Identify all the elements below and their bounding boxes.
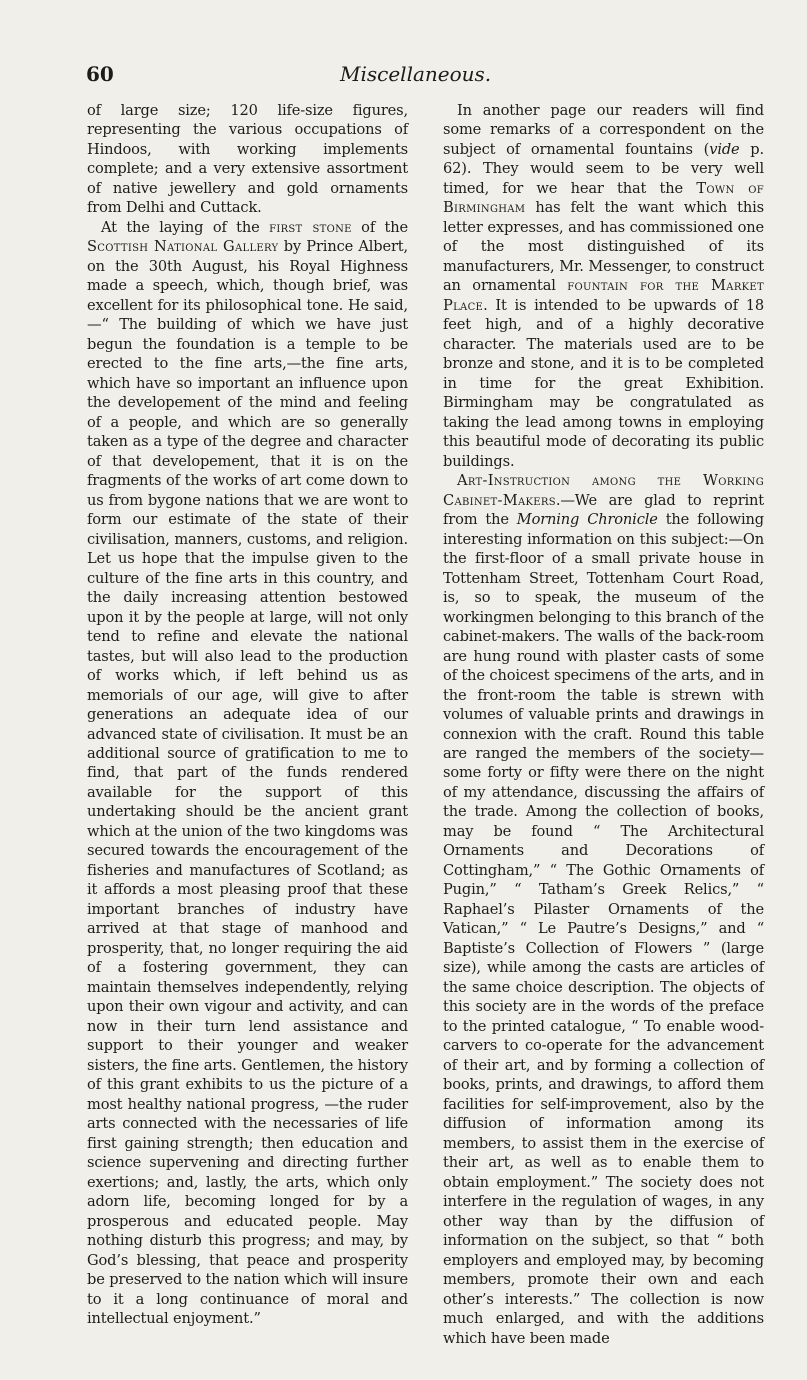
page-number: 60 <box>86 62 114 86</box>
paragraph-cabinet-makers <box>443 471 764 1348</box>
text-run: In another page our readers will find some remarks of a correspondent on the subject of ornamental fountains ( <box>443 102 764 158</box>
paragraph-scottish-gallery <box>87 218 408 1329</box>
page-header <box>0 62 807 88</box>
small-caps-run: Scottish National Gallery <box>87 238 279 256</box>
left-column <box>87 101 408 1329</box>
small-caps-run: fountain for the Market Place <box>443 277 764 314</box>
text-run: .—We are glad to reprint from the <box>443 491 764 529</box>
text-run: At the laying of the <box>101 218 270 236</box>
text-run: p. 62). They would seem to be very well timed, for we hear that the <box>443 140 764 197</box>
text-run: has felt the want which this letter expresses, and has commissioned one of the most distinguished of its manufacturers, Mr. Messenger, to construct an ornamental <box>443 199 764 295</box>
text-run: of the <box>351 218 408 236</box>
text-run: the following interesting information on this subject:—On the first-floor of a small private house in Tottenham Street, Tottenham Court Road, is, so to speak, the museum of the workingmen belonging to this branch of the cabinet-makers. The walls of the back-room are hung round with plaster casts of some of the choicest specimens of the arts, and in the front-room the table is strewn with volumes of valuable prints and drawings in connexion with the craft. Round this table are ranged the members of the society—some forty or fifty were there on the night of my attendance, discussing the affairs of the trade. Among the collection of books, may be found “ The Architectural Ornaments and Decorations of Cottingham,” “ The Gothic Ornaments of Pugin,” “ Tatham’s Greek Relics,” “ Raphael’s Pilaster Ornaments of the Vatican,” “ Le Pautre’s Designs,” and “ Baptiste’s Collection of Flowers ” (large size), while among the casts are articles of the same choice description. The objects of this society are in the words of the preface to the printed catalogue, “ To enable wood-carvers to co-operate for the advancement of their art, and by forming a collection of books, prints, and drawings, to afford them facilities for self-improvement, also by the diffusion of information among its members, to assist them in the exercise of their art, as well as to enable them to obtain employment.” The society does not interfere in the regulation of wages, in any other way than by the diffusion of information on the subject, so that “ both employers and employed may, by becoming members, promote their own and each other’s interests.” The collection is now much enlarged, and with the additions which have been made <box>443 511 764 1347</box>
italic-run: vide <box>709 140 740 158</box>
paragraph-fountains <box>443 101 764 471</box>
running-head: Miscellaneous. <box>340 62 492 86</box>
paragraph: of large size; 120 life-size figures, representing the various occupations of Hindoos, with working implements complete; and a very extensive assortment of native jewellery and gold ornaments from Delhi and Cuttack. <box>87 102 408 217</box>
small-caps-run: first stone <box>269 218 352 236</box>
italic-run: Morning Chronicle <box>516 511 658 529</box>
small-caps-run: Town of Birmingham <box>443 179 764 217</box>
small-caps-run: Art-Instruction among the Working Cabinet-Makers <box>443 472 764 509</box>
text-run: by Prince Albert, on the 30th August, his Royal Highness made a speech, which, though brief, was excellent for its philosophical tone. He said,—“ The building of which we have just begun the foundation is a temple to be erected to the fine arts,—the fine arts, which have so important an influence upon the developement of the mind and feeling of a people, and which are so generally taken as a type of the degree and character of that developement, that it is on the fragments of the works of art come down to us from bygone nations that we are wont to form our estimate of the state of their civilisation, manners, customs, and religion. Let us hope that the impulse given to the culture of the fine arts in this country, and the daily increasing attention bestowed upon it by the people at large, will not only tend to refine and elevate the national tastes, but will also lead to the production of works which, if left behind us as memorials of our age, will give to after generations an adequate idea of our advanced state of civilisation. It must be an additional source of gratification to me to find, that part of the funds rendered available for the support of this undertaking should be the ancient grant which at the union of the two kingdoms was secured towards the encouragement of the fisheries and manufactures of Scotland; as it affords a most pleasing proof that these important branches of industry have arrived at that stage of manhood and prosperity, that, no longer requiring the aid of a fostering government, they can maintain themselves independently, relying upon their own vigour and activity, and can now in their turn lend assistance and support to their younger and weaker sisters, the fine arts. Gentlemen, the history of this grant exhibits to us the picture of a most healthy national progress, —the ruder arts connected with the necessaries of life first gaining strength; then education and science supervening and directing further exertions; and, lastly, the arts, which only adorn life, becoming longed for by a prosperous and educated people. May nothing disturb this progress; and may, by God’s blessing, that peace and prosperity be preserved to the nation which will insure to it a long continuance of moral and intellectual enjoyment.” <box>87 238 408 1328</box>
right-column <box>443 101 764 1348</box>
text-run: . It is intended to be upwards of 18 feet high, and of a highly decorative character. The materials used are to be bronze and stone, and it is to be completed in time for the great Exhibition. Birmingham may be congratulated as taking the lead among towns in employing this beautiful mode of decorating its public buildings. <box>443 296 764 470</box>
